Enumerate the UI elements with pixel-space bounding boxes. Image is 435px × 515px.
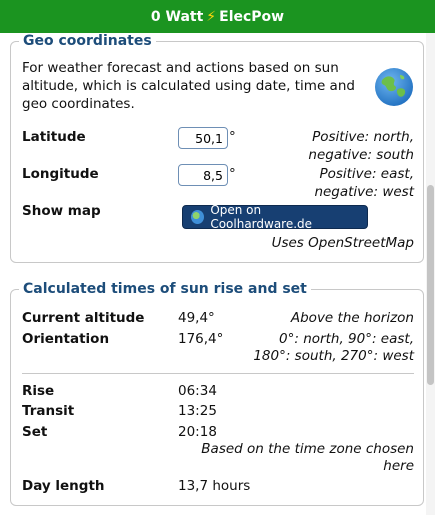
longitude-label: Longitude bbox=[22, 166, 99, 182]
open-map-button[interactable] bbox=[182, 205, 368, 229]
timezone-note-2: here bbox=[383, 458, 414, 474]
orientation-note-2: 180°: south, 270°: west bbox=[253, 348, 414, 364]
latitude-hint-1: Positive: north, bbox=[312, 129, 414, 145]
latitude-hint-2: negative: south bbox=[308, 147, 414, 163]
orientation-value: 176,4° bbox=[178, 331, 224, 347]
sun-section-title: Calculated times of sun rise and set bbox=[23, 281, 307, 297]
orientation-label: Orientation bbox=[22, 331, 110, 347]
page-scrollbar[interactable] bbox=[426, 33, 435, 515]
app-name: ElecPow bbox=[219, 8, 285, 25]
rise-label: Rise bbox=[22, 383, 55, 399]
altitude-label: Current altitude bbox=[22, 310, 145, 326]
scrollbar-thumb[interactable] bbox=[427, 185, 434, 385]
divider bbox=[22, 373, 414, 374]
altitude-value: 49,4° bbox=[178, 310, 215, 326]
globe-icon bbox=[191, 210, 204, 224]
latitude-input[interactable] bbox=[178, 127, 228, 149]
longitude-hint-2: negative: west bbox=[314, 184, 414, 200]
day-length-label: Day length bbox=[22, 478, 105, 494]
latitude-unit: ° bbox=[229, 129, 236, 145]
transit-value: 13:25 bbox=[178, 403, 217, 419]
geo-section-title: Geo coordinates bbox=[23, 33, 152, 49]
timezone-note-1: Based on the time zone chosen bbox=[201, 441, 414, 457]
open-map-button-label: Open on Coolhardware.de bbox=[210, 203, 313, 231]
set-value: 20:18 bbox=[178, 424, 217, 440]
transit-label: Transit bbox=[22, 403, 75, 419]
map-source-note: Uses OpenStreetMap bbox=[271, 235, 414, 251]
altitude-note: Above the horizon bbox=[290, 310, 414, 326]
top-status-bar bbox=[0, 0, 435, 33]
show-map-label: Show map bbox=[22, 203, 101, 219]
power-readout: 0 Watt bbox=[150, 8, 204, 25]
set-label: Set bbox=[22, 424, 48, 440]
longitude-input[interactable] bbox=[178, 164, 228, 186]
geo-intro-text: For weather forecast and actions based on sun altitude, which is calculated using date, time and geo coordinates. bbox=[22, 60, 355, 112]
longitude-unit: ° bbox=[229, 166, 236, 182]
longitude-hint-1: Positive: east, bbox=[319, 166, 414, 182]
orientation-note-1: 0°: north, 90°: east, bbox=[279, 331, 414, 347]
latitude-label: Latitude bbox=[22, 129, 86, 145]
rise-value: 06:34 bbox=[178, 383, 217, 399]
lightning-bolt-icon: ⚡ bbox=[206, 8, 217, 25]
day-length-value: 13,7 hours bbox=[178, 478, 251, 494]
earth-globe-icon bbox=[374, 67, 414, 107]
